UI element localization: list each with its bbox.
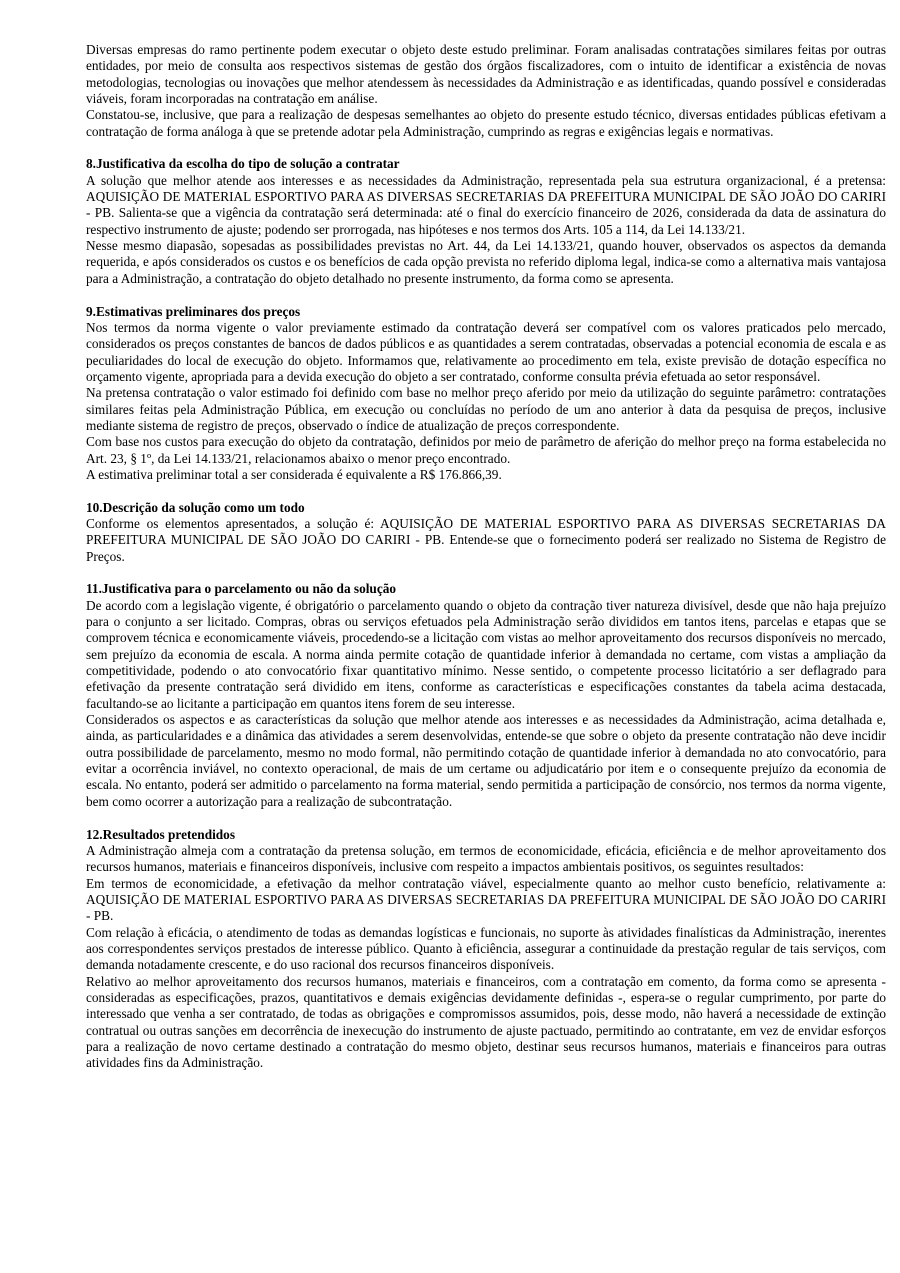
paragraph: Relativo ao melhor aproveitamento dos recursos humanos, materiais e financeiros, com a contratação em comento, da forma como se apresenta - consideradas as especificações, prazos, quantitativos e demais exigências devidamente definidas -, espera-se o regular cumprimento, por parte do interessado que venha a ser contratado, de todas as obrigações e compromissos assumidos, pois, desse modo, não haverá a necessidade de extinção contratual ou outras sanções em decorrência de inexecução do instrumento de ajuste pactuado, permitindo ao contratante, em vez de envidar esforços para a realização de novo certame destinado a contratação do mesmo objeto, destinar seus recursos humanos, materiais e financeiros para outras atividades fins da Administração.: [86, 973, 886, 1071]
paragraph: Nos termos da norma vigente o valor previamente estimado da contratação deverá ser compatível com os valores praticados pelo mercado, considerados os preços constantes de bancos de dados públicos e as quantidades a serem contratadas, observadas a potencial economia de escala e as peculiaridades do local de execução do objeto. Informamos que, relativamente ao procedimento em tela, existe previsão de dotação específica no orçamento vigente, apropriada para a devida execução do objeto a ser contratado, conforme consulta prévia efetuada ao setor responsável.: [86, 319, 886, 384]
section-heading: 12.Resultados pretendidos: [86, 826, 235, 842]
paragraph: Diversas empresas do ramo pertinente podem executar o objeto deste estudo preliminar. Foram analisadas contratações similares feitas por outras entidades, por meio de consulta aos respectivos sistemas de gestão dos órgãos fiscalizadores, com o intuito de identificar a existência de novas metodologias, tecnologias ou inovações que melhor atendessem às necessidades da Administração e as identificadas, quando possível e consideradas viáveis, foram incorporadas na contratação em análise.: [86, 42, 886, 107]
paragraph: A solução que melhor atende aos interesses e as necessidades da Administração, representada pela sua estrutura organizacional, é a pretensa: AQUISIÇÃO DE MATERIAL ESPORTIVO PARA AS DIVERSAS SECRETARIAS DA PREFEITURA MUNICIPAL DE SÃO JOÃO DO CARIRI - PB. Salienta-se que a vigência da contratação será determinada: até o final do exercício financeiro de 2026, considerada da data de assinatura do respectivo instrumento de ajuste; podendo ser prorrogada, nas hipóteses e nos termos dos Arts. 105 a 114, da Lei 14.133/21.: [86, 172, 886, 237]
section: [86, 500, 886, 565]
paragraph: A estimativa preliminar total a ser considerada é equivalente a R$ 176.866,39.: [86, 466, 502, 482]
paragraph: De acordo com a legislação vigente, é obrigatório o parcelamento quando o objeto da contração tiver natureza divisível, desde que não haja prejuízo para o conjunto a ser licitado. Compras, obras ou serviços efetuados pela Administração serão divididos em tantos itens, parcelas e etapas que se comprovem técnica e economicamente viáveis, procedendo-se a licitação com vistas ao melhor aproveitamento dos recursos disponíveis no mercado, sem prejuízo da economia de escala. A norma ainda permite cotação de quantidade inferior à demandada no certame, com vistas a ampliação da competitividade, podendo o ato convocatório fixar quantitativo mínimo. Nesse sentido, o competente processo licitatório a ser deflagrado para efetivação da presente contratação será dividido em itens, conforme as características e especificações constantes da tabela acima destacada, facultando-se ao licitante a participação em quantos itens forem de seu interesse.: [86, 597, 886, 711]
intro: [86, 42, 886, 140]
section: [86, 304, 886, 484]
section: [86, 156, 886, 287]
section-heading: 11.Justificativa para o parcelamento ou não da solução: [86, 581, 397, 597]
section: [86, 827, 886, 1072]
paragraph: Com relação à eficácia, o atendimento de todas as demandas logísticas e funcionais, no suporte às atividades finalísticas da Administração, inerentes aos correspondentes serviços prestados de interesse público. Quanto à eficiência, assegurar a continuidade da prestação regular de tais serviços, com demanda notadamente crescente, e do uso racional dos recursos financeiros disponíveis.: [86, 924, 886, 973]
paragraph: Na pretensa contratação o valor estimado foi definido com base no melhor preço aferido por meio da utilização do seguinte parâmetro: contratações similares feitas pela Administração Pública, em execução ou concluídas no período de um ano anterior à data da pesquisa de preços, inclusive mediante sistema de registro de preços, observado o índice de atualização de preços correspondente.: [86, 385, 886, 433]
paragraph: Considerados os aspectos e as características da solução que melhor atende aos interesses e as necessidades da Administração, acima detalhada e, ainda, as particularidades e a dinâmica das atividades a serem desenvolvidas, entende-se que sobre o objeto da presente contratação não deve incidir outra possibilidade de parcelamento, mesmo no modo formal, não permitindo cotação de quantidade inferior à demandada no ato convocatório, para evitar a ocorrência inviável, no contexto operacional, de mais de um certame ou adjudicatário por item e o consequente prejuízo da economia de escala. No entanto, poderá ser admitido o parcelamento na forma material, sendo permitida a participação de consórcio, nos termos da norma vigente, bem como ocorrer a autorização para a realização de subcontratação.: [86, 712, 886, 809]
section: [86, 581, 886, 810]
paragraph: Com base nos custos para execução do objeto da contratação, definidos por meio de parâmetro de aferição do melhor preço na forma estabelecida no Art. 23, § 1º, da Lei 14.133/21, relacionamos abaixo o menor preço encontrado.: [86, 434, 886, 466]
paragraph: A Administração almeja com a contratação da pretensa solução, em termos de economicidade, eficácia, eficiência e de melhor aproveitamento dos recursos humanos, materiais e financeiros disponíveis, inclusive com respeito a impactos ambientais positivos, os seguintes resultados:: [86, 842, 886, 875]
paragraph: Constatou-se, inclusive, que para a realização de despesas semelhantes ao objeto do presente estudo técnico, diversas entidades públicas efetivam a contratação de forma análoga à que se pretende adotar pela Administração, cumprindo as regras e exigências legais e normativas.: [86, 107, 886, 139]
section-heading: 8.Justificativa da escolha do tipo de solução a contratar: [86, 156, 400, 172]
document-page: [86, 42, 886, 1072]
paragraph: Nesse mesmo diapasão, sopesadas as possibilidades previstas no Art. 44, da Lei 14.133/21, quando houver, observados os aspectos da demanda requerida, e após considerados os custos e os benefícios de cada opção prevista no referido diploma legal, indica-se como a alternativa mais vantajosa para a Administração, a contratação do objeto detalhado no presente instrumento, da forma como se apresenta.: [86, 238, 886, 286]
section-heading: 9.Estimativas preliminares dos preços: [86, 303, 301, 319]
section-heading: 10.Descrição da solução como um todo: [86, 499, 305, 515]
paragraph: Em termos de economicidade, a efetivação da melhor contratação viável, especialmente quanto ao melhor custo benefício, relativamente a: AQUISIÇÃO DE MATERIAL ESPORTIVO PARA AS DIVERSAS SECRETARIAS DA PREFEITURA MUNICIPAL DE SÃO JOÃO DO CARIRI - PB.: [86, 875, 886, 924]
paragraph: Conforme os elementos apresentados, a solução é: AQUISIÇÃO DE MATERIAL ESPORTIVO PARA AS DIVERSAS SECRETARIAS DA PREFEITURA MUNICIPAL DE SÃO JOÃO DO CARIRI - PB. Entende-se que o fornecimento poderá ser realizado no Sistema de Registro de Preços.: [86, 515, 886, 564]
